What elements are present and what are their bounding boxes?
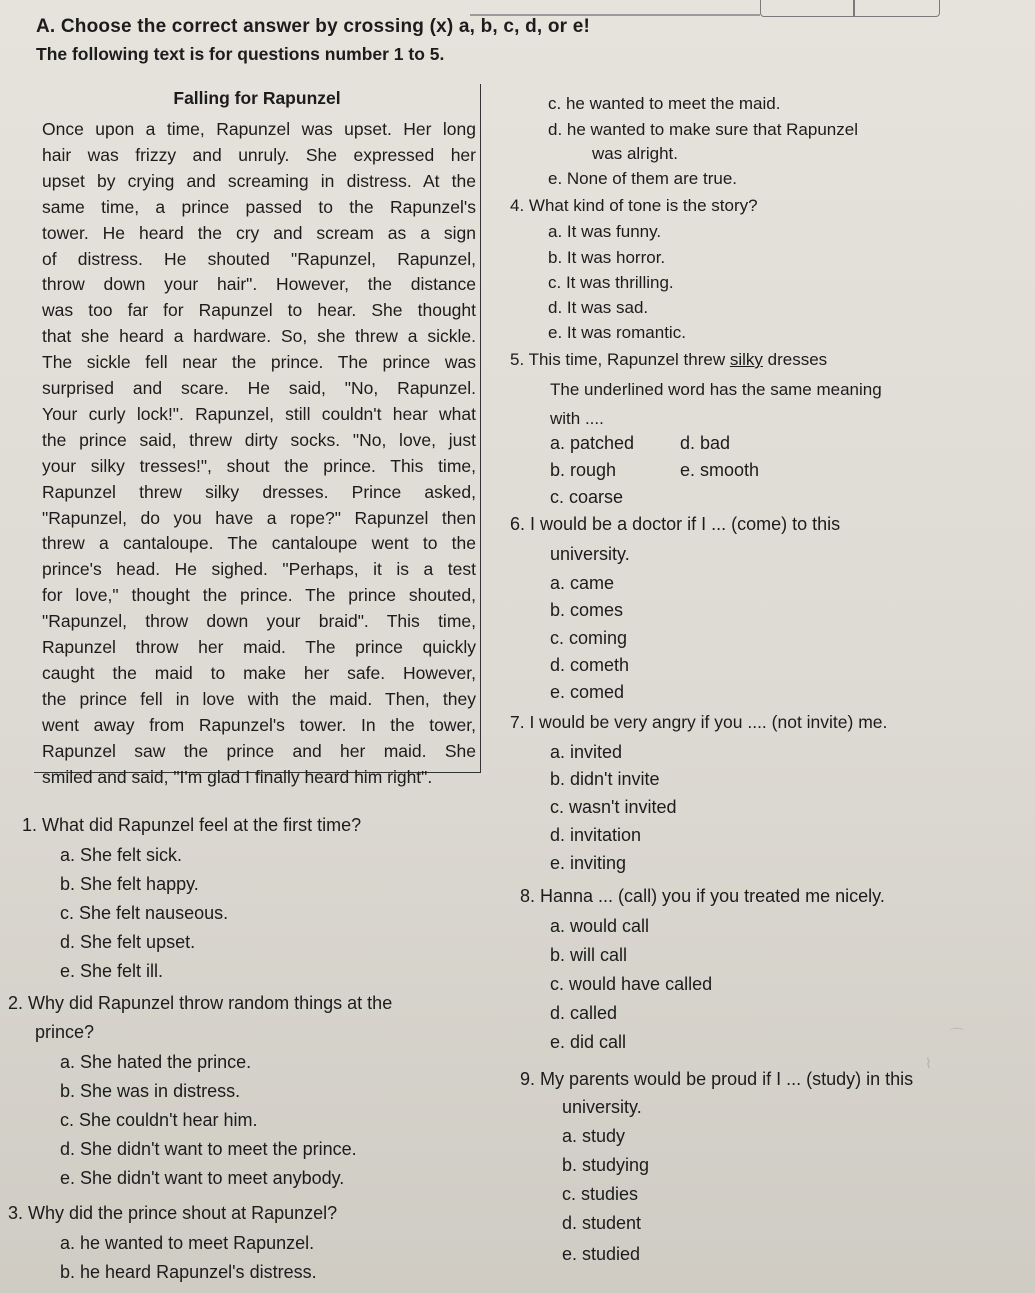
q1-option-d[interactable]: d. She felt upset. [60,932,196,952]
story-line: "Rapunzel, throw down your braid". This time, [42,611,476,632]
q7-option-d[interactable]: d. invitation [550,825,642,845]
q4-option-c[interactable]: c. It was thrilling. [548,273,674,292]
q9-option-c[interactable]: c. studies [562,1184,639,1204]
q8-option-b[interactable]: b. will call [550,945,628,965]
question-7: 7. I would be very angry if you .... (not invite) me. [510,712,888,732]
q2-option-d[interactable]: d. She didn't want to meet the prince. [60,1139,357,1159]
story-line: went away from Rapunzel's tower. In the tower, [42,714,476,735]
q9-option-d[interactable]: d. student [562,1213,642,1233]
q4-option-e[interactable]: e. It was romantic. [548,323,686,342]
story-line: that she heard a hardware. So, she threw a sickle. [42,326,476,347]
story-line: same time, a prince passed to the Rapunzel's [42,196,476,217]
q5-option-c[interactable]: c. coarse [550,487,624,507]
story-line: upset by crying and screaming in distress. At the [42,170,476,191]
story-line: Rapunzel saw the prince and her maid. She [42,740,476,761]
q9-option-e[interactable]: e. studied [562,1244,641,1264]
q6-option-e[interactable]: e. comed [550,682,625,702]
q3-option-b[interactable]: b. he heard Rapunzel's distress. [60,1262,317,1282]
q8-option-e[interactable]: e. did call [550,1032,627,1052]
q5-option-d[interactable]: d. bad [680,433,731,453]
q5-suffix: dresses [762,350,828,369]
q5-option-b[interactable]: b. rough [550,460,617,480]
q2-option-e[interactable]: e. She didn't want to meet anybody. [60,1168,345,1188]
q7-option-b[interactable]: b. didn't invite [550,769,660,789]
q5-underlined-word: silky [729,350,763,369]
q2-option-c[interactable]: c. She couldn't hear him. [60,1110,258,1130]
q2-option-a[interactable]: a. She hated the prince. [60,1052,252,1072]
q4-option-d[interactable]: d. It was sad. [548,298,649,317]
question-3: 3. Why did the prince shout at Rapunzel? [8,1203,338,1223]
q7-option-c[interactable]: c. wasn't invited [550,797,677,817]
q9-option-b[interactable]: b. studying [562,1155,650,1175]
story-line: The sickle fell near the prince. The prince was [42,352,476,373]
q1-option-b[interactable]: b. She felt happy. [60,874,199,894]
question-9: 9. My parents would be proud if I ... (study) in this [520,1069,914,1089]
faint-mark: ⌒ [950,1027,964,1043]
question-9-cont: university. [562,1097,642,1117]
question-8: 8. Hanna ... (call) you if you treated me nicely. [520,886,885,906]
q4-option-a[interactable]: a. It was funny. [548,222,662,241]
q3-option-e[interactable]: e. None of them are true. [548,169,737,188]
q1-option-a[interactable]: a. She felt sick. [60,845,183,865]
question-5-line3: with .... [550,409,604,428]
q3-option-d-cont: was alright. [592,144,678,163]
story-line: caught the maid to make her safe. However, [42,662,476,683]
instruction: A. Choose the correct answer by crossing (x) a, b, c, d, or e! [36,16,591,37]
faint-mark: ⌇ [925,1055,932,1071]
q1-option-c[interactable]: c. She felt nauseous. [60,903,229,923]
story-line: Rapunzel throw her maid. The prince quickly [42,637,476,657]
story-line: the prince fell in love with the maid. Then, they [42,688,476,709]
story-line: surprised and scare. He said, "No, Rapunzel. [42,378,476,398]
q8-option-c[interactable]: c. would have called [550,974,713,994]
q6-option-a[interactable]: a. came [550,573,615,593]
q6-option-b[interactable]: b. comes [550,600,624,620]
q7-option-a[interactable]: a. invited [550,742,623,762]
q3-option-c[interactable]: c. he wanted to meet the maid. [548,94,781,113]
story-line: tower. He heard the cry and scream as a sign [42,222,476,243]
q2-option-b[interactable]: b. She was in distress. [60,1081,241,1101]
question-6-cont: university. [550,544,630,564]
intro-text: The following text is for questions number 1 to 5. [36,44,445,64]
story-line: Your curly lock!". Rapunzel, still couldn't hear what [42,403,476,424]
story-line: was too far for Rapunzel to hear. She thought [42,300,476,321]
q5-option-e[interactable]: e. smooth [680,460,760,480]
story-line: throw down your hair". However, the distance [42,274,476,295]
q9-option-a[interactable]: a. study [562,1126,626,1146]
story-line: threw a cantaloupe. The cantaloupe went to the [42,533,476,554]
story-line: prince's head. He sighed. "Perhaps, it is a test [42,559,476,580]
question-6: 6. I would be a doctor if I ... (come) to this [510,514,841,534]
q5-prefix: 5. This time, Rapunzel threw [510,350,730,369]
story-line: of distress. He shouted "Rapunzel, Rapunzel, [42,248,476,269]
story-line: the prince said, threw dirty socks. "No, love, just [42,429,476,450]
q4-option-b[interactable]: b. It was horror. [548,248,666,267]
q3-option-d[interactable]: d. he wanted to make sure that Rapunzel [548,120,858,139]
story-line: smiled and said, "I'm glad I finally heard him right". [42,766,433,787]
question-1: 1. What did Rapunzel feel at the first time? [22,815,362,835]
question-5 [510,350,827,370]
q1-option-e[interactable]: e. She felt ill. [60,961,164,981]
question-4: 4. What kind of tone is the story? [510,196,758,215]
q8-option-a[interactable]: a. would call [550,916,650,936]
story-line: your silky tresses!", shout the prince. This time, [42,455,476,476]
name-box [760,0,940,17]
question-2-cont: prince? [35,1022,95,1042]
story-line: for love," thought the prince. The prince shouted, [42,585,476,606]
q6-option-c[interactable]: c. coming [550,628,628,648]
story-line: hair was frizzy and unruly. She expressed her [42,144,476,165]
story-line: Rapunzel threw silky dresses. Prince asked, [42,481,476,502]
story-line: Once upon a time, Rapunzel was upset. Her long [42,119,476,139]
q5-option-a[interactable]: a. patched [550,433,635,453]
story-line: "Rapunzel, do you have a rope?" Rapunzel then [42,507,476,528]
q7-option-e[interactable]: e. inviting [550,853,627,873]
story-title: Falling for Rapunzel [173,88,341,108]
q3-option-a[interactable]: a. he wanted to meet Rapunzel. [60,1233,315,1253]
question-5-line2: The underlined word has the same meaning [550,380,882,399]
q8-option-d[interactable]: d. called [550,1003,618,1023]
q6-option-d[interactable]: d. cometh [550,655,630,675]
question-2: 2. Why did Rapunzel throw random things at the [8,993,393,1013]
